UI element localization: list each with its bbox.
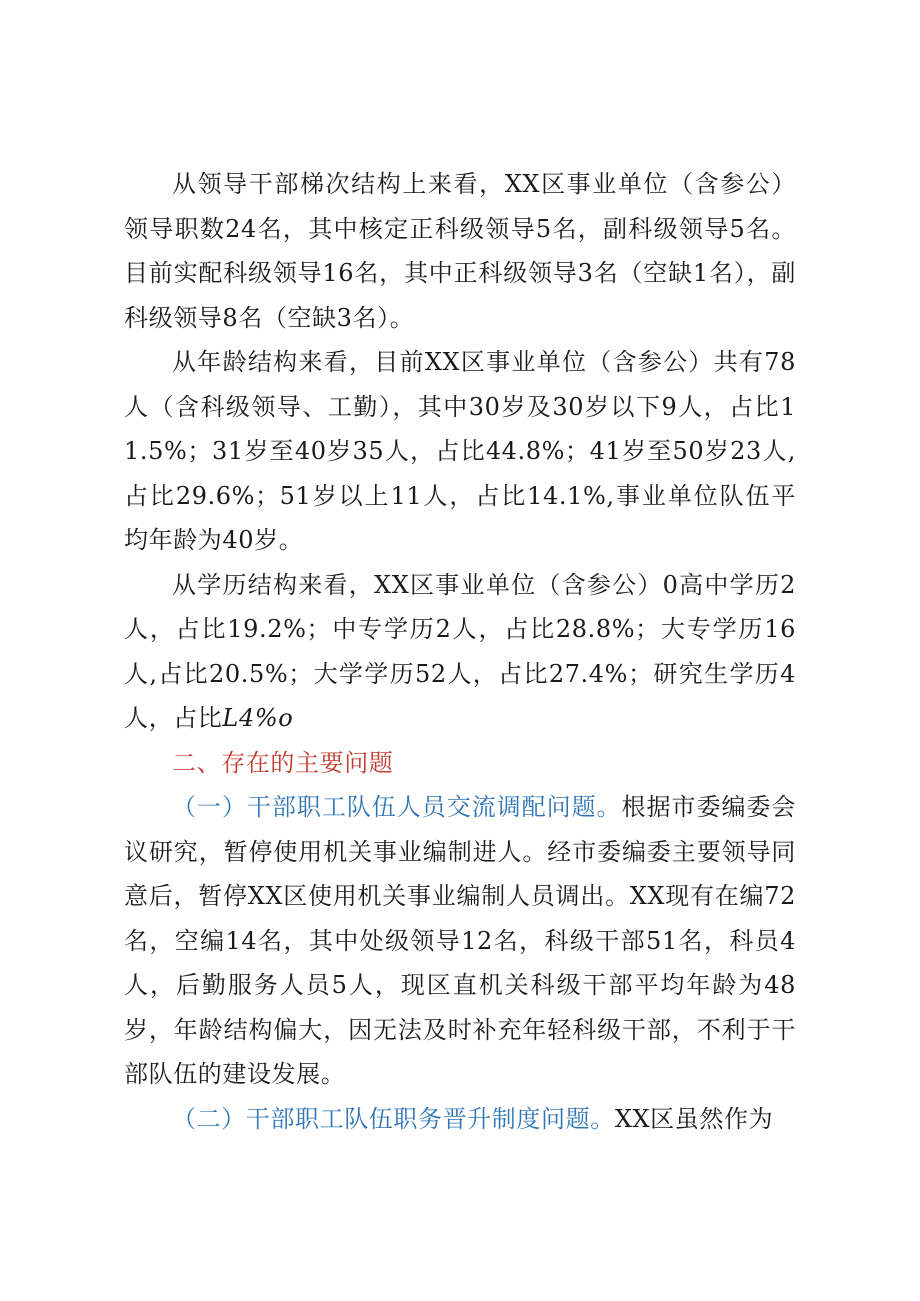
paragraph-issue-1 xyxy=(124,785,796,1097)
document-page xyxy=(124,162,796,1141)
paragraph-leadership-structure: 从领导干部梯次结构上来看，XX区事业单位（含参公）领导职数24名，其中核定正科级领导5名，副科级领导5名。目前实配科级领导16名，其中正科级领导3名（空缺1名），副科级领导8名（空缺3名）。 xyxy=(124,170,796,332)
section-heading: 二、存在的主要问题 xyxy=(172,748,394,777)
education-tail-text: L4%o xyxy=(222,704,294,732)
issue-2-title: （二）干部职工队伍职务晋升制度问题。 xyxy=(172,1104,615,1133)
paragraph-age-structure: 从年龄结构来看，目前XX区事业单位（含参公）共有78人（含科级领导、工勤），其中30岁及30岁以下9人，占比11.5%；31岁至40岁35人，占比44.8%；41岁至50岁23人,占比29.6%；51岁以上11人，占比14.1%,事业单位队伍平均年龄为40岁。 xyxy=(124,348,796,554)
paragraph-education-structure xyxy=(124,563,796,741)
issue-1-title: （一）干部职工队伍人员交流调配问题。 xyxy=(172,793,622,821)
issue-2-body: XX区虽然作为 xyxy=(614,1104,774,1133)
paragraph-issue-2 xyxy=(124,1097,796,1142)
education-text: 从学历结构来看，XX区事业单位（含参公）0高中学历2人，占比19.2%；中专学历2人，占比28.8%；大专学历16人,占比20.5%；大学学历52人，占比27.4%；研究生学历4人，占比 xyxy=(124,570,796,732)
issue-1-body: 根据市委编委会议研究，暂停使用机关事业编制进人。经市委编委主要领导同意后，暂停XX区使用机关事业编制人员调出。XX现有在编72名，空编14名，其中处级领导12名，科级干部51名，科员4人，后勤服务人员5人，现区直机关科级干部平均年龄为48岁，年龄结构偏大，因无法及时补充年轻科级干部，不利于干部队伍的建设发展。 xyxy=(124,793,796,1088)
